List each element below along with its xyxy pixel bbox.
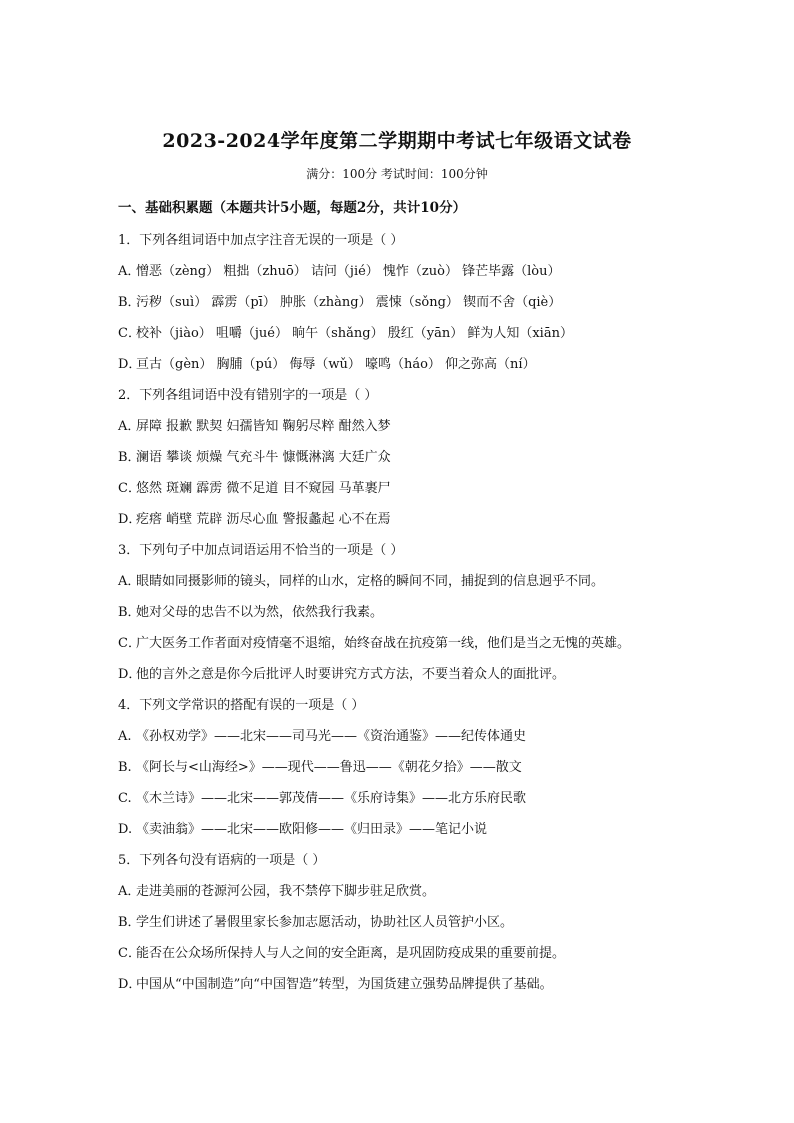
option-text: 憎恶（zèng） 粗拙（zhuō） 诘问（jié） 愧怍（zuò） 锋芒毕露（lòu） xyxy=(136,264,561,279)
option-row xyxy=(118,442,678,473)
option-letter: C． xyxy=(118,946,141,961)
option-row xyxy=(118,814,678,845)
option-letter: C． xyxy=(118,326,141,341)
option-row xyxy=(118,907,678,938)
question-stem: 4．下列文学常识的搭配有误的一项是（ ） xyxy=(118,698,365,713)
option-letter: C. xyxy=(118,791,132,806)
option-row xyxy=(118,783,678,814)
question-stem: 3．下列句子中加点词语运用不恰当的一项是（ ） xyxy=(118,543,404,558)
exam-title: 2023-2024学年度第二学期期中考试七年级语文试卷 xyxy=(162,130,632,152)
option-text: 《木兰诗》——北宋——郭茂倩——《乐府诗集》——北方乐府民歌 xyxy=(136,791,527,806)
option-row xyxy=(118,938,678,969)
option-letter: B． xyxy=(118,605,141,620)
option-text: 屏障 报歉 默契 妇孺皆知 鞠躬尽粹 酣然入梦 xyxy=(136,419,391,434)
option-letter: A． xyxy=(118,419,141,434)
option-row xyxy=(118,349,678,380)
option-row xyxy=(118,628,678,659)
option-text: 污秽（suì） 霹雳（pī） 肿胀（zhàng） 震悚（sǒng） 锲而不舍（qiè） xyxy=(136,295,562,310)
section-heading: 一、基础积累题（本题共计5小题，每题2分，共计10分） xyxy=(118,200,467,216)
option-text: 校补（jiào） 咀嚼（jué） 晌午（shǎng） 殷红（yān） 鲜为人知（xiān） xyxy=(136,326,573,341)
option-letter: A． xyxy=(118,264,141,279)
option-letter: B. xyxy=(118,760,132,775)
option-text: 澜语 攀谈 烦燥 气充斗牛 慷慨淋漓 大廷广众 xyxy=(136,450,391,465)
option-row xyxy=(118,566,678,597)
option-row xyxy=(118,504,678,535)
option-row xyxy=(118,318,678,349)
option-text: 《阿长与<山海经>》——现代——鲁迅——《朝花夕拾》——散文 xyxy=(136,760,522,775)
option-letter: A． xyxy=(118,884,141,899)
option-text: 《孙权劝学》——北宋——司马光——《资治通鉴》——纪传体通史 xyxy=(136,729,527,744)
option-text: 疙瘩 峭壁 荒辟 沥尽心血 警报蠡起 心不在焉 xyxy=(136,512,391,527)
option-row xyxy=(118,597,678,628)
option-row xyxy=(118,473,678,504)
option-row xyxy=(118,659,678,690)
option-text: 《卖油翁》——北宋——欧阳修——《归田录》——笔记小说 xyxy=(136,822,488,837)
option-letter: B． xyxy=(118,295,141,310)
question-stem: 2．下列各组词语中没有错别字的一项是（ ） xyxy=(118,388,378,403)
option-text: 眼睛如同摄影师的镜头，同样的山水，定格的瞬间不同，捕捉到的信息迥乎不同。 xyxy=(136,574,605,589)
option-text: 亘古（gèn） 胸脯（pú） 侮辱（wǔ） 嚎鸣（háo） 仰之弥高（ní） xyxy=(136,357,536,372)
option-letter: D． xyxy=(118,512,142,527)
option-letter: D． xyxy=(118,667,142,682)
option-text: 中国从“中国制造”向“中国智造”转型，为国货建立强势品牌提供了基础。 xyxy=(136,977,553,992)
option-letter: B． xyxy=(118,450,141,465)
option-text: 广大医务工作者面对疫情毫不退缩，始终奋战在抗疫第一线，他们是当之无愧的英雄。 xyxy=(136,636,631,651)
option-text: 走进美丽的苍源河公园，我不禁停下脚步驻足欣赏。 xyxy=(136,884,436,899)
question-stem: 5．下列各句没有语病的一项是（ ） xyxy=(118,853,326,868)
option-row xyxy=(118,256,678,287)
option-row xyxy=(118,721,678,752)
option-letter: B． xyxy=(118,915,141,930)
option-letter: A． xyxy=(118,574,141,589)
option-row xyxy=(118,876,678,907)
option-row xyxy=(118,287,678,318)
question-list xyxy=(118,225,678,1000)
option-letter: D. xyxy=(118,822,133,837)
exam-info: 满分：100分 考试时间：100分钟 xyxy=(306,167,488,181)
option-letter: C． xyxy=(118,636,141,651)
option-text: 学生们讲述了暑假里家长参加志愿活动，协助社区人员管护小区。 xyxy=(136,915,514,930)
option-letter: D． xyxy=(118,977,142,992)
option-text: 她对父母的忠告不以为然，依然我行我素。 xyxy=(136,605,384,620)
option-row xyxy=(118,969,678,1000)
option-text: 能否在公众场所保持人与人之间的安全距离，是巩固防疫成果的重要前提。 xyxy=(136,946,566,961)
question-stem: 1．下列各组词语中加点字注音无误的一项是（ ） xyxy=(118,233,404,248)
option-letter: D． xyxy=(118,357,142,372)
option-letter: A. xyxy=(118,729,132,744)
option-text: 悠然 斑斓 霹雳 微不足道 目不窥园 马革裹尸 xyxy=(136,481,391,496)
option-text: 他的言外之意是你今后批评人时要讲究方式方法，不要当着众人的面批评。 xyxy=(136,667,566,682)
option-row xyxy=(118,752,678,783)
option-row xyxy=(118,411,678,442)
option-letter: C． xyxy=(118,481,141,496)
